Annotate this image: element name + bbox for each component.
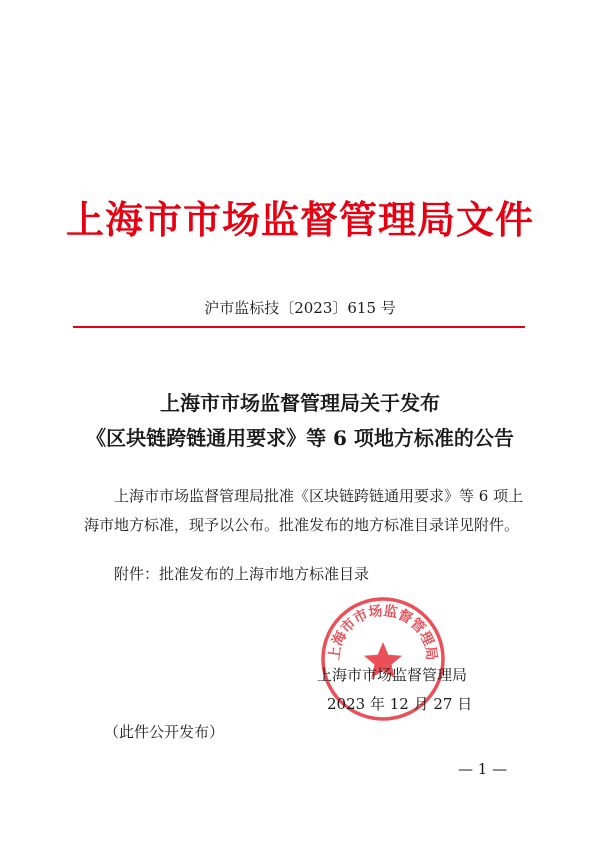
attachment-note: 附件：批准发布的上海市地方标准目录 [114, 565, 370, 583]
page-number: — 1 — [458, 760, 508, 778]
title-line-2: 《区块链跨链通用要求》等 6 项地方标准的公告 [86, 426, 514, 450]
red-divider [73, 326, 525, 328]
document-number: 沪市监标技〔2023〕615 号 [204, 299, 396, 317]
issuer-name: 上海市市场监督管理局 [317, 666, 468, 684]
issue-date: 2023 年 12 月 27 日 [327, 695, 473, 713]
publication-note: （此件公开发布） [104, 723, 225, 741]
seal-text-path: 上海市市场监督管理局 [326, 603, 440, 662]
document-masthead: 上海市市场监督管理局文件 [65, 197, 534, 242]
body-line-2: 海市地方标准，现予以公布。批准发布的地方标准目录详见附件。 [84, 516, 520, 534]
body-line-1: 上海市市场监督管理局批准《区块链跨链通用要求》等 6 项上 [114, 487, 524, 505]
title-line-1: 上海市市场监督管理局关于发布 [160, 391, 440, 415]
